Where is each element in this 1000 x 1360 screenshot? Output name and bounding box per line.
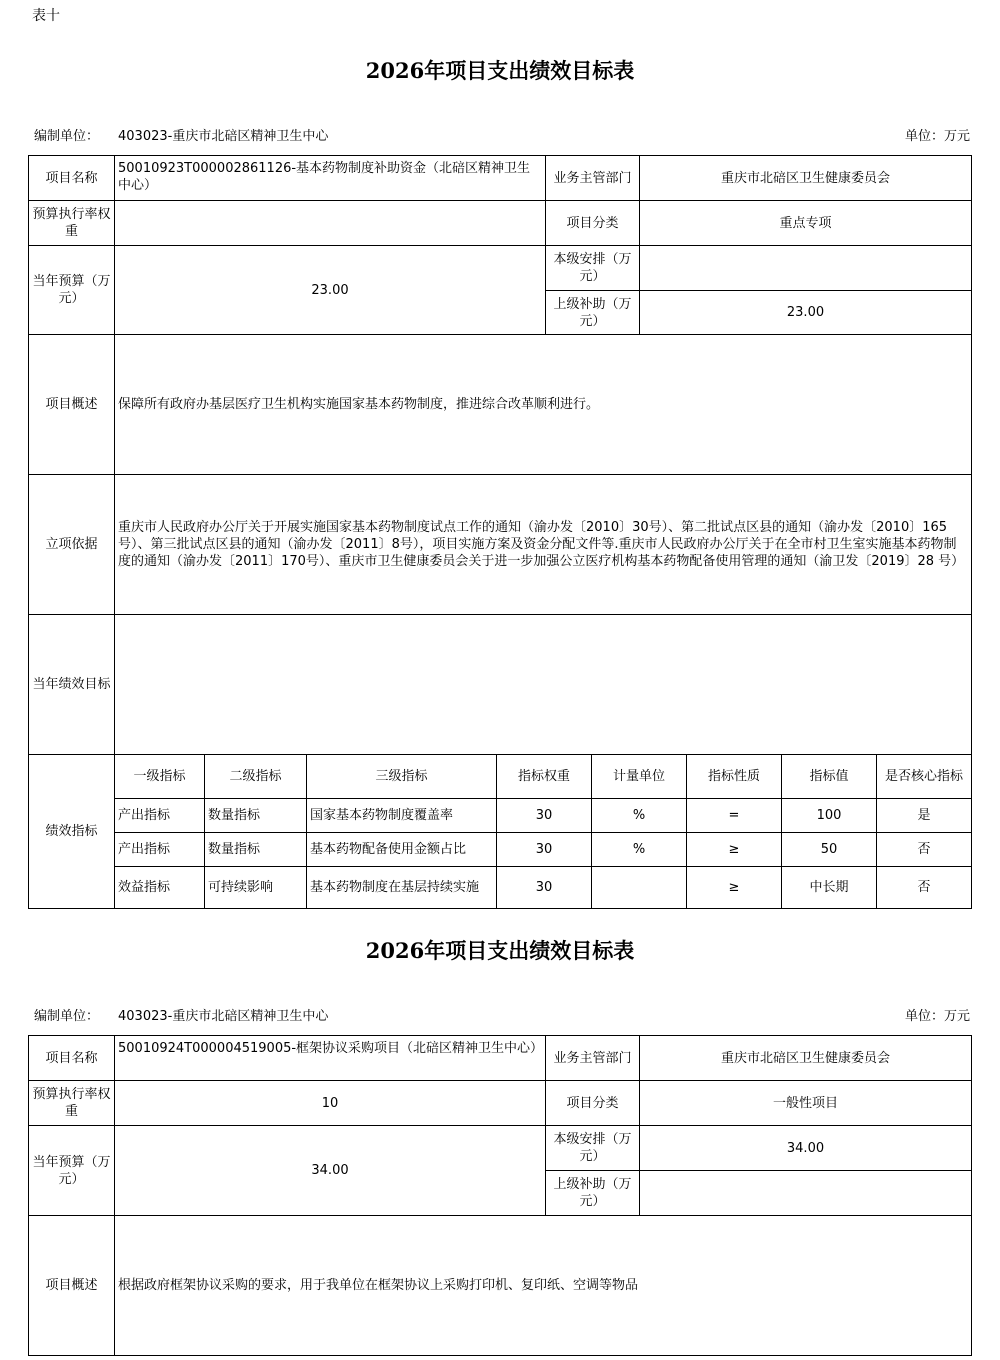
indicator-cell-text: ≥ [728,880,740,895]
category-value-text: 重点专项 [779,215,832,231]
indicator-cell-text: 30 [535,842,553,857]
indicator-cell [686,866,782,909]
indicator-header-text: 一级指标 [133,769,186,784]
indicator-cell [591,798,687,833]
money-unit-text: 单位：万元 [904,129,970,144]
indicator-cell-text: % [632,808,646,823]
goal-label [28,614,115,755]
indicator-header-text: 指标性质 [707,769,760,784]
indicator-cell [496,832,592,867]
table-title [0,55,1000,85]
basis-value-text: 重庆市人民政府办公厅关于开展实施国家基本药物制度试点工作的通知（渝办发〔2010〕30号）、第二批试点区县的通知（渝办发〔2010〕165号）、第三批试点区县的通知（渝办发〔2011〕8号），项目实施方案及资金分配文件等.重庆市人民政府办公厅关于在全市村卫生室实施基本药物制度的通知（渝办发〔2011〕170号）、重庆市卫生健康委员会关于进一步加强公立医疗机构基本药物配备使用管理的通知（渝卫发〔2019〕28 号） [118,520,965,569]
indicator-cell [306,798,497,833]
indicator-cell-text: ≥ [728,842,740,857]
indicator-cell-text: 国家基本药物制度覆盖率 [310,808,454,823]
budget-label [28,1125,115,1216]
indicator-cell [204,866,307,909]
indicator-header [496,754,592,799]
dept-value-text: 重庆市北碚区卫生健康委员会 [720,170,890,186]
dept-value [639,155,972,201]
indicator-header [686,754,782,799]
upper-label [545,290,640,335]
indicator-cell [496,798,592,833]
perf-label-text: 绩效指标 [45,824,98,839]
indicator-cell [876,798,972,833]
indicator-cell [591,866,687,909]
unit-label [34,125,99,144]
indicator-cell [204,832,307,867]
rate-label-text: 预算执行率权重 [32,1087,111,1119]
indicator-cell-text: 基本药物制度在基层持续实施 [310,880,480,895]
indicator-cell-text: 中长期 [809,880,849,895]
indicator-cell-text: 可持续影响 [208,880,274,895]
overview-value-text: 根据政府框架协议采购的要求，用于我单位在框架协议上采购打印机、复印纸、空调等物品 [118,1278,639,1293]
budget-label [28,245,115,335]
indicator-header [114,754,205,799]
budget-value [114,1125,546,1216]
indicator-cell-text: 产出指标 [118,808,171,823]
indicator-header-text: 二级指标 [229,769,282,784]
rate-value-text: 10 [321,1095,339,1111]
indicator-cell-text: 100 [816,808,842,823]
indicator-cell [496,866,592,909]
rate-value [114,200,546,246]
project-name-label-text: 项目名称 [45,1050,98,1066]
indicator-header-text: 是否核心指标 [884,769,963,784]
basis-label [28,474,115,615]
indicator-cell-text: 30 [535,880,553,895]
upper-label-text: 上级补助（万元） [553,1177,632,1209]
table-label: 表十 [32,8,60,24]
budget-label-text: 当年预算（万元） [32,274,111,306]
indicator-cell [686,798,782,833]
indicator-header [876,754,972,799]
budget-value [114,245,546,335]
rate-label [28,200,115,246]
category-label [545,1080,640,1126]
unit-value [118,125,328,144]
project-name-value [114,1035,546,1081]
budget-value-text: 34.00 [311,1163,349,1178]
indicator-header [306,754,497,799]
indicator-header [204,754,307,799]
indicator-cell-text: 50 [820,842,838,857]
category-label [545,200,640,246]
category-value [639,1080,972,1126]
indicator-cell-text: % [632,842,646,857]
indicator-header-text: 指标值 [809,769,849,784]
basis-value [114,474,972,615]
indicator-cell-text: 否 [917,842,931,857]
indicator-cell [876,832,972,867]
budget-label-text: 当年预算（万元） [32,1154,111,1187]
rate-label-text: 预算执行率权重 [32,207,111,239]
indicator-cell [306,832,497,867]
dept-label-text: 业务主管部门 [553,170,632,186]
local-value [639,1125,972,1171]
project-name-label [28,1035,115,1081]
local-value [639,245,972,291]
indicator-cell [781,832,877,867]
money-unit [905,1005,970,1024]
overview-value [114,334,972,475]
indicator-cell [781,866,877,909]
dept-value-text: 重庆市北碚区卫生健康委员会 [720,1050,890,1066]
indicator-cell [781,798,877,833]
dept-label-text: 业务主管部门 [553,1050,632,1066]
indicator-cell-text: 数量指标 [208,842,261,857]
upper-value [639,290,972,335]
project-name-value-text: 50010924T000004519005-框架协议采购项目（北碚区精神卫生中心） [118,1041,544,1056]
indicator-header [591,754,687,799]
indicator-cell [686,832,782,867]
upper-label-text: 上级补助（万元） [553,296,632,329]
overview-label-text: 项目概述 [45,397,98,412]
indicator-cell-text: 否 [917,880,931,895]
overview-value-text: 保障所有政府办基层医疗卫生机构实施国家基本药物制度，推进综合改革顺利进行。 [118,397,600,412]
overview-value [114,1215,972,1356]
category-value-text: 一般性项目 [772,1095,838,1111]
indicator-cell [591,832,687,867]
dept-label [545,155,640,201]
indicator-header-text: 计量单位 [612,769,665,784]
unit-value-text: 403023-重庆市北碚区精神卫生中心 [118,129,329,144]
unit-label-text: 编制单位： [34,1009,100,1024]
indicator-cell-text: 效益指标 [118,880,171,895]
indicator-cell-text: = [728,808,740,823]
budget-value-text: 23.00 [311,282,349,298]
indicator-cell-text: 基本药物配备使用金额占比 [310,842,467,857]
indicator-cell-text: 是 [917,808,931,823]
money-unit [905,125,970,144]
indicator-cell-text: 产出指标 [118,842,171,857]
goal-value [114,614,972,755]
category-value [639,200,972,246]
local-label-text: 本级安排（万元） [553,252,632,284]
project-name-label-text: 项目名称 [45,170,98,186]
category-label-text: 项目分类 [566,1095,619,1111]
table-title [0,935,1000,965]
table-title-text: 2026年项目支出绩效目标表 [365,938,635,963]
indicator-cell-text: 30 [535,808,553,823]
local-label-text: 本级安排（万元） [553,1132,632,1164]
indicator-cell [204,798,307,833]
indicator-cell [114,798,205,833]
indicator-header [781,754,877,799]
unit-label [34,1005,99,1024]
unit-value [118,1005,328,1024]
table-title-text: 2026年项目支出绩效目标表 [365,58,635,83]
upper-label [545,1170,640,1216]
indicator-cell [114,832,205,867]
indicator-cell-text: 数量指标 [208,808,261,823]
unit-value-text: 403023-重庆市北碚区精神卫生中心 [118,1009,329,1024]
project-name-value-text: 50010923T000002861126-基本药物制度补助资金（北碚区精神卫生中心） [118,161,531,193]
money-unit-text: 单位：万元 [904,1009,970,1024]
indicator-cell [306,866,497,909]
basis-label-text: 立项依据 [45,537,98,552]
indicator-cell [876,866,972,909]
upper-value-text: 23.00 [786,305,825,320]
local-label [545,1125,640,1171]
perf-label [28,754,115,909]
indicator-header-text: 指标权重 [517,769,570,784]
goal-label-text: 当年绩效目标 [32,677,111,692]
project-name-label [28,155,115,201]
rate-label [28,1080,115,1126]
overview-label [28,334,115,475]
dept-value [639,1035,972,1081]
indicator-cell [114,866,205,909]
indicator-header-text: 三级指标 [375,769,428,784]
local-value-text: 34.00 [786,1140,825,1156]
category-label-text: 项目分类 [566,215,619,231]
rate-value [114,1080,546,1126]
local-label [545,245,640,291]
upper-value [639,1170,972,1216]
dept-label [545,1035,640,1081]
overview-label [28,1215,115,1356]
overview-label-text: 项目概述 [45,1278,98,1293]
project-name-value [114,155,546,201]
unit-label-text: 编制单位： [34,129,100,144]
